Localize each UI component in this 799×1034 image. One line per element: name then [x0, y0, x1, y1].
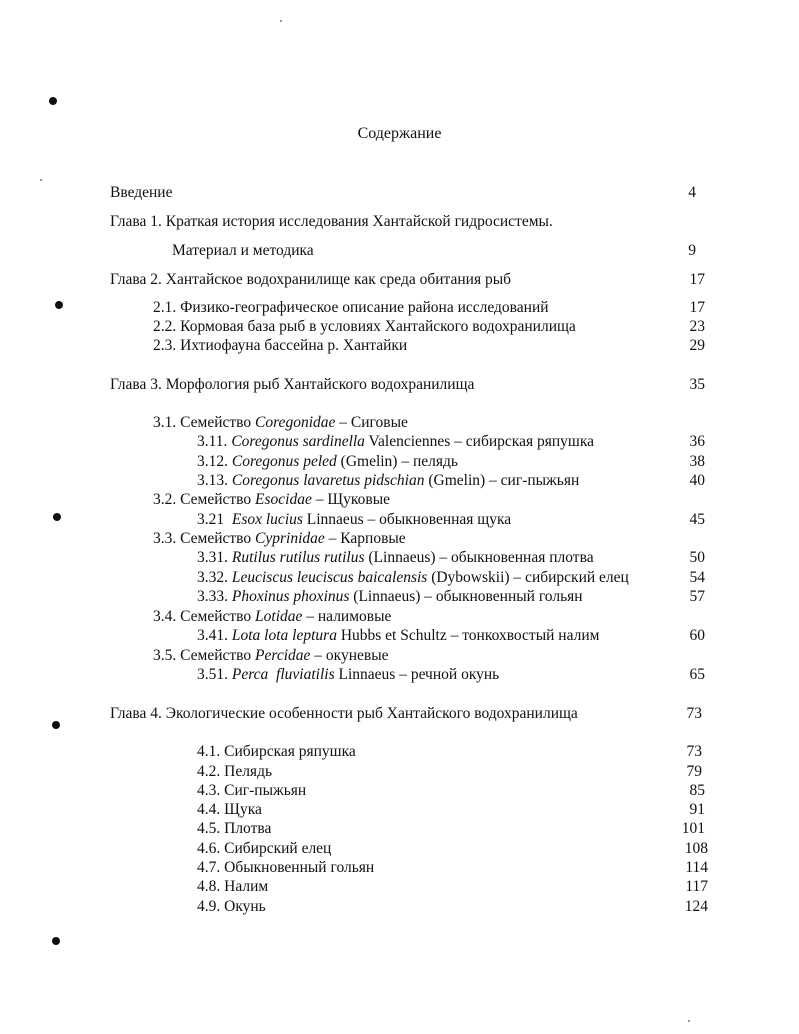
toc-entry-3-21: [197, 510, 705, 529]
toc-entry-3-31: [197, 548, 705, 567]
toc-entry-4-6: [197, 839, 708, 858]
toc-entry-3-33: [197, 587, 705, 606]
toc-entry-2-1: [153, 298, 705, 317]
toc-entry-page: 124: [684, 898, 708, 915]
toc-entry-label: 4.1. Сибирская ряпушка: [197, 743, 356, 760]
toc-entry-label: Глава 2. Хантайское водохранилище как среда обитания рыб: [110, 271, 512, 288]
toc-entry-page: 101: [681, 820, 705, 837]
toc-entry-chapter-2: [110, 270, 705, 289]
toc-entry-page: 108: [684, 840, 708, 857]
toc-entry-label: 3.12. Coregonus peled (Gmelin) – пелядь: [197, 453, 458, 470]
toc-entry-page: 35: [689, 376, 705, 393]
toc-entry-label: 3.13. Coregonus lavaretus pidschian (Gmelin) – сиг-пыжьян: [197, 472, 580, 489]
toc-entry-page: 65: [689, 666, 705, 683]
toc-entry-page: 36: [689, 433, 705, 450]
toc-entry-label: 4.4. Щука: [197, 801, 262, 818]
toc-entry-2-3: [153, 336, 705, 355]
toc-entry-3-5: [153, 646, 705, 665]
toc-entry-label: 3.1. Семейство Coregonidae – Сиговые: [153, 414, 408, 431]
toc-entry-label: Глава 1. Краткая история исследования Хантайской гидросистемы.: [110, 213, 553, 230]
toc-entry-label: 3.33. Phoxinus phoxinus (Linnaeus) – обыкновенный гольян: [197, 588, 583, 605]
toc-entry-label: 3.41. Lota lota leptura Hubbs et Schultz – тонкохвостый налим: [197, 627, 600, 644]
toc-entry-3-13: [197, 471, 705, 490]
toc-entry-page: 17: [689, 299, 705, 316]
toc-entry-page: 117: [685, 878, 708, 895]
toc-entry-3-41: [197, 626, 705, 645]
toc-entry-3-51: [197, 665, 705, 684]
toc-entry-label: 3.51. Perca fluviatilis Linnaeus – речной окунь: [197, 666, 500, 683]
toc-entry-page: 9: [688, 242, 696, 259]
toc-entry-4-4: [197, 800, 705, 819]
toc-entry-page: 17: [689, 271, 705, 288]
binder-hole-mark: [49, 97, 57, 105]
toc-entry-label: 2.1. Физико-географическое описание района исследований: [153, 299, 549, 316]
toc-entry-3-2: [153, 490, 705, 509]
toc-entry-3-32: [197, 568, 705, 587]
toc-entry-label: 3.11. Coregonus sardinella Valenciennes – сибирская ряпушка: [197, 433, 595, 450]
toc-entry-page: 60: [689, 627, 705, 644]
toc-entry-label: Глава 3. Морфология рыб Хантайского водохранилища: [110, 376, 475, 393]
toc-entry-intro: [110, 183, 696, 202]
toc-entry-4-2: [197, 762, 702, 781]
toc-entry-4-7: [197, 858, 708, 877]
toc-entry-label: 3.5. Семейство Percidae – окуневые: [153, 647, 389, 664]
toc-entry-label: 4.8. Налим: [197, 878, 269, 895]
toc-entry-3-3: [153, 529, 705, 548]
toc-entry-3-4: [153, 607, 705, 626]
binder-hole-mark: [52, 937, 60, 945]
toc-entry-page: 23: [689, 318, 705, 335]
toc-entry-page: 73: [686, 705, 702, 722]
toc-entry-label: 4.2. Пелядь: [197, 763, 273, 780]
toc-entry-4-9: [197, 897, 708, 916]
toc-entry-label: 2.3. Ихтиофауна бассейна р. Хантайки: [153, 337, 408, 354]
toc-entry-label: 3.3. Семейство Cyprinidae – Карповые: [153, 530, 406, 547]
toc-entry-label: 4.5. Плотва: [197, 820, 272, 837]
toc-entry-label: 3.32. Leuciscus leuciscus baicalensis (Dybowskii) – сибирский елец: [197, 569, 629, 586]
scan-speck: [40, 179, 42, 181]
toc-entry-label: Введение: [110, 184, 173, 201]
toc-entry-label: 3.4. Семейство Lotidae – налимовые: [153, 608, 392, 625]
toc-entry-label: Глава 4. Экологические особенности рыб Хантайского водохранилища: [110, 705, 578, 722]
toc-entry-chapter-4: [110, 704, 702, 723]
toc-entry-label: 4.6. Сибирский елец: [197, 840, 332, 857]
toc-entry-page: 91: [689, 801, 705, 818]
binder-hole-mark: [52, 721, 60, 729]
toc-entry-4-3: [197, 781, 705, 800]
binder-hole-mark: [53, 513, 61, 521]
toc-entry-label: 3.21 Esox lucius Linnaeus – обыкновенная щука: [197, 511, 512, 528]
toc-entry-4-1: [197, 742, 702, 761]
toc-entry-chapter-3: [110, 375, 705, 394]
toc-entry-chapter-1: [110, 212, 696, 231]
toc-entry-label: Материал и методика: [172, 242, 314, 259]
toc-entry-page: 40: [689, 472, 705, 489]
toc-entry-page: 54: [689, 569, 705, 586]
toc-entry-2-2: [153, 317, 705, 336]
toc-entry-page: 45: [689, 511, 705, 528]
toc-entry-3-11: [197, 432, 705, 451]
toc-entry-4-5: [197, 819, 705, 838]
scan-speck: [280, 20, 282, 22]
toc-entry-4-8: [197, 877, 708, 896]
toc-entry-label: 4.9. Окунь: [197, 898, 266, 915]
page-title: Содержание: [357, 125, 442, 142]
toc-entry-3-12: [197, 452, 705, 471]
toc-entry-label: 4.7. Обыкновенный гольян: [197, 859, 375, 876]
toc-entry-label: 3.31. Rutilus rutilus rutilus (Linnaeus) – обыкновенная плотва: [197, 549, 594, 566]
toc-entry-chapter-1-cont: [172, 241, 696, 260]
toc-entry-page: 85: [689, 782, 705, 799]
toc-entry-page: 79: [686, 763, 702, 780]
toc-entry-page: 50: [689, 549, 705, 566]
toc-entry-page: 38: [689, 453, 705, 470]
toc-entry-3-1: [153, 413, 705, 432]
toc-entry-page: 73: [686, 743, 702, 760]
toc-entry-label: 3.2. Семейство Esocidae – Щуковые: [153, 491, 391, 508]
toc-entry-label: 2.2. Кормовая база рыб в условиях Хантайского водохранилища: [153, 318, 576, 335]
toc-entry-page: 114: [685, 859, 708, 876]
toc-entry-page: 4: [688, 184, 696, 201]
toc-entry-page: 29: [689, 337, 705, 354]
binder-hole-mark: [55, 301, 63, 309]
toc-entry-label: 4.3. Сиг-пыжьян: [197, 782, 307, 799]
toc-entry-page: 57: [689, 588, 705, 605]
scan-speck: [688, 1020, 690, 1022]
